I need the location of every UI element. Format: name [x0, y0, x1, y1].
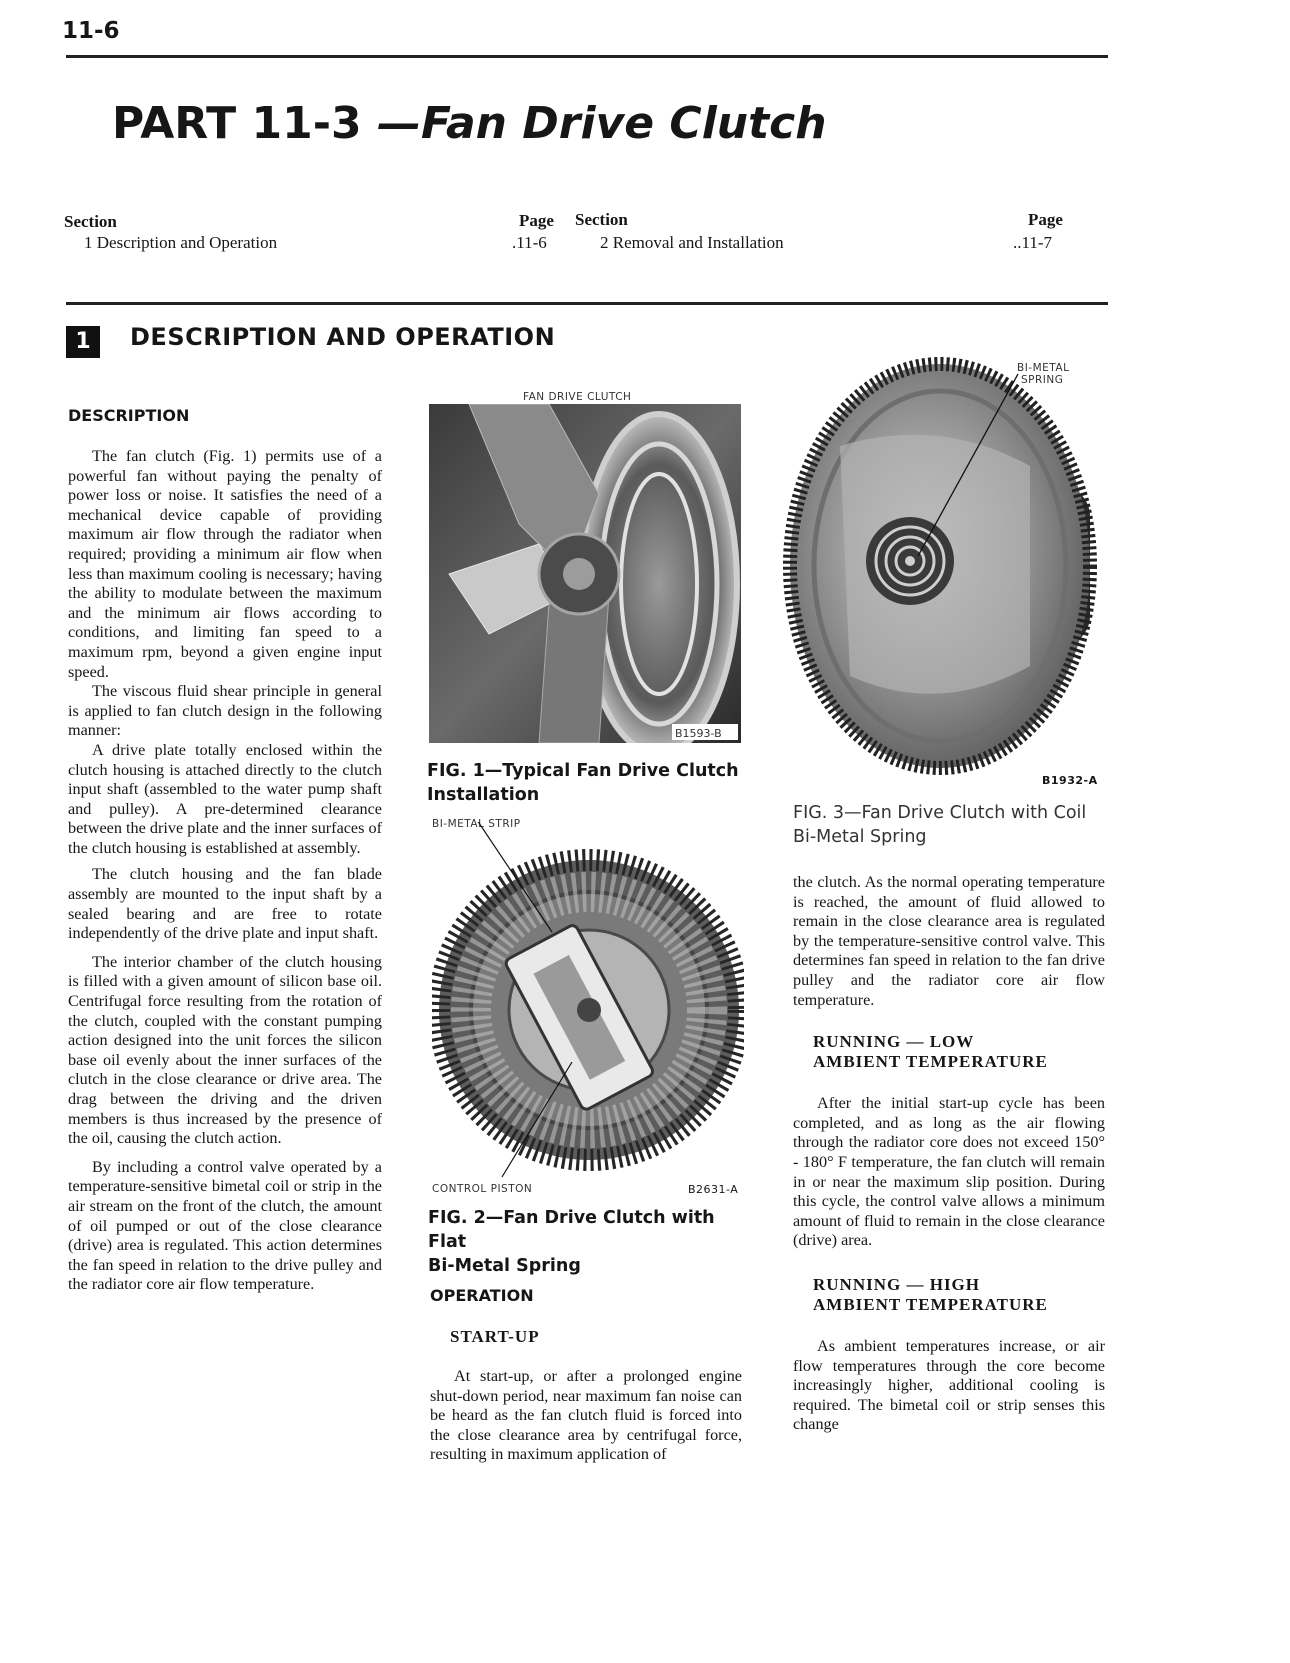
- startup-paragraph: At start-up, or after a prolonged engine shut-down period, near maximum fan noise can be heard as the fan clutch fluid is forced into the close clearance area by centrifugal force, resulting in maximum application of: [430, 1367, 742, 1464]
- fig1-caption-line1: FIG. 1—Typical Fan Drive Clutch: [427, 761, 739, 781]
- section-number-badge: 1: [66, 326, 100, 358]
- toc-item-right: 2 Removal and Installation: [600, 233, 784, 252]
- fig3-coil-spring: [866, 517, 954, 605]
- running-low-heading-line2: AMBIENT TEMPERATURE: [813, 1052, 1048, 1072]
- fig2-caption-line1: FIG. 2—Fan Drive Clutch with Flat: [428, 1208, 715, 1252]
- description-paragraph-1: The fan clutch (Fig. 1) permits use of a powerful fan without paying the penalty of power loss or noise. It satisfies the need of a mechanical device capable of providing maximum air flow through the radiator when required; providing a minimum air flow when less than maximum cooling is necessary; having the ability to modulate between the maximum and the minimum air flows according to conditions, and limiting fan speed to a maximum rpm, beyond a given engine input speed.: [68, 447, 382, 681]
- description-column: [68, 406, 382, 1295]
- description-paragraph-5: The interior chamber of the clutch housing is filled with a given amount of silicon base oil. Centrifugal force resulting from the rotation of the clutch, coupled with the constant pumping action designed into the unit forces the silicon base oil evenly about the inner surfaces of the clutch in the close clearance or drive area. The drag between the driving and the driven members is thus increased by the presence of the oil, causing the clutch action.: [68, 952, 382, 1148]
- operation-heading: OPERATION: [430, 1286, 534, 1305]
- fig3-caption: [793, 801, 1113, 849]
- running-high-paragraph: As ambient temperatures increase, or air flow temperatures through the core become increasingly higher, additional cooling is required. The bimetal coil or strip senses this change: [793, 1336, 1105, 1434]
- fig2-callout-bottom: CONTROL PISTON: [432, 1183, 533, 1195]
- fig1-photo: [429, 404, 741, 743]
- toc-page-right: ..11-7: [1013, 233, 1053, 252]
- running-high-heading-line2: AMBIENT TEMPERATURE: [813, 1294, 1048, 1314]
- toc-section-label-right: Section: [575, 210, 628, 229]
- part-title: [112, 98, 827, 149]
- running-low-paragraph: After the initial start-up cycle has been completed, and as long as the air flowing through the radiator core does not exceed 150° - 180° F temperature, the fan clutch will remain in or near the maximum slip position. During this cycle, the control valve allows a minimum amount of fluid to remain in the close clearance (drive) area.: [793, 1094, 1105, 1250]
- fig2-photo: [432, 822, 744, 1182]
- description-paragraph-2: The viscous fluid shear principle in general is applied to fan clutch design in the following manner:: [68, 682, 382, 740]
- part-title-main: PART 11-3: [112, 98, 377, 149]
- fig3-caption-line2: Bi-Metal Spring: [793, 827, 927, 847]
- fig2-caption-line2: Bi-Metal Spring: [428, 1256, 581, 1276]
- fig3-photo: [780, 356, 1110, 786]
- description-paragraph-4: The clutch housing and the fan blade assembly are mounted to the input shaft by a sealed bearing and are free to rotate independently of the drive plate and input shaft.: [68, 865, 382, 943]
- fig1-caption-line2: Installation: [427, 785, 540, 805]
- fig3-caption-line1: FIG. 3—Fan Drive Clutch with Coil: [793, 803, 1087, 823]
- section-rule: [66, 302, 1108, 305]
- fig2-id: B2631-A: [688, 1183, 739, 1196]
- toc-page-left: .11-6: [512, 233, 547, 252]
- fig3-id: B1932-A: [1042, 774, 1098, 787]
- fig3-callout-line1: BI-METAL: [1017, 362, 1070, 374]
- fig3-callout-line2: SPRING: [1021, 374, 1064, 386]
- toc-page-label-right: Page: [1028, 210, 1063, 229]
- fig1-caption: [427, 759, 747, 807]
- description-paragraph-6: By including a control valve operated by a temperature-sensitive bimetal coil or strip in the air stream on the front of the clutch, the amount of oil pumped or out of the close clearance (drive) area is regulated. This action determines the fan speed in relation to the drive pulley and the radiator core air flow temperature.: [68, 1157, 382, 1294]
- continued-paragraph: the clutch. As the normal operating temperature is reached, the amount of fluid allowed to remain in the close clearance area is regulated by the temperature-sensitive control valve. This determines fan speed in relation to the fan drive pulley and the radiator core air flow temperature.: [793, 873, 1105, 1009]
- fig2-caption: [428, 1206, 748, 1278]
- description-heading: DESCRIPTION: [68, 406, 190, 425]
- page-number: 11-6: [62, 18, 120, 44]
- startup-heading: START-UP: [450, 1327, 540, 1346]
- running-low-heading: [813, 1032, 1105, 1072]
- fig1-id: B1593-B: [675, 727, 722, 740]
- running-high-heading: [813, 1275, 1105, 1315]
- part-title-sub: —Fan Drive Clutch: [376, 98, 827, 149]
- running-low-heading-line1: RUNNING — LOW: [813, 1032, 975, 1052]
- toc-page-label-left: Page: [519, 211, 554, 230]
- toc-item-left: 1 Description and Operation: [84, 233, 278, 252]
- toc-section-label-left: Section: [64, 212, 117, 231]
- operation-column-continued: [793, 873, 1105, 1435]
- description-paragraph-3: A drive plate totally enclosed within the clutch housing is attached directly to the clutch input shaft (assembled to the water pump shaft and pulley). A pre-determined clearance between the drive plate and the inner surfaces of the clutch housing is established at assembly.: [68, 740, 382, 857]
- section-heading: DESCRIPTION AND OPERATION: [130, 323, 556, 351]
- operation-column: [430, 1286, 742, 1465]
- fig2-callout-top: BI-METAL STRIP: [432, 818, 521, 830]
- running-high-heading-line1: RUNNING — HIGH: [813, 1274, 981, 1294]
- fig1-callout: FAN DRIVE CLUTCH: [523, 391, 632, 403]
- header-rule: [66, 55, 1108, 58]
